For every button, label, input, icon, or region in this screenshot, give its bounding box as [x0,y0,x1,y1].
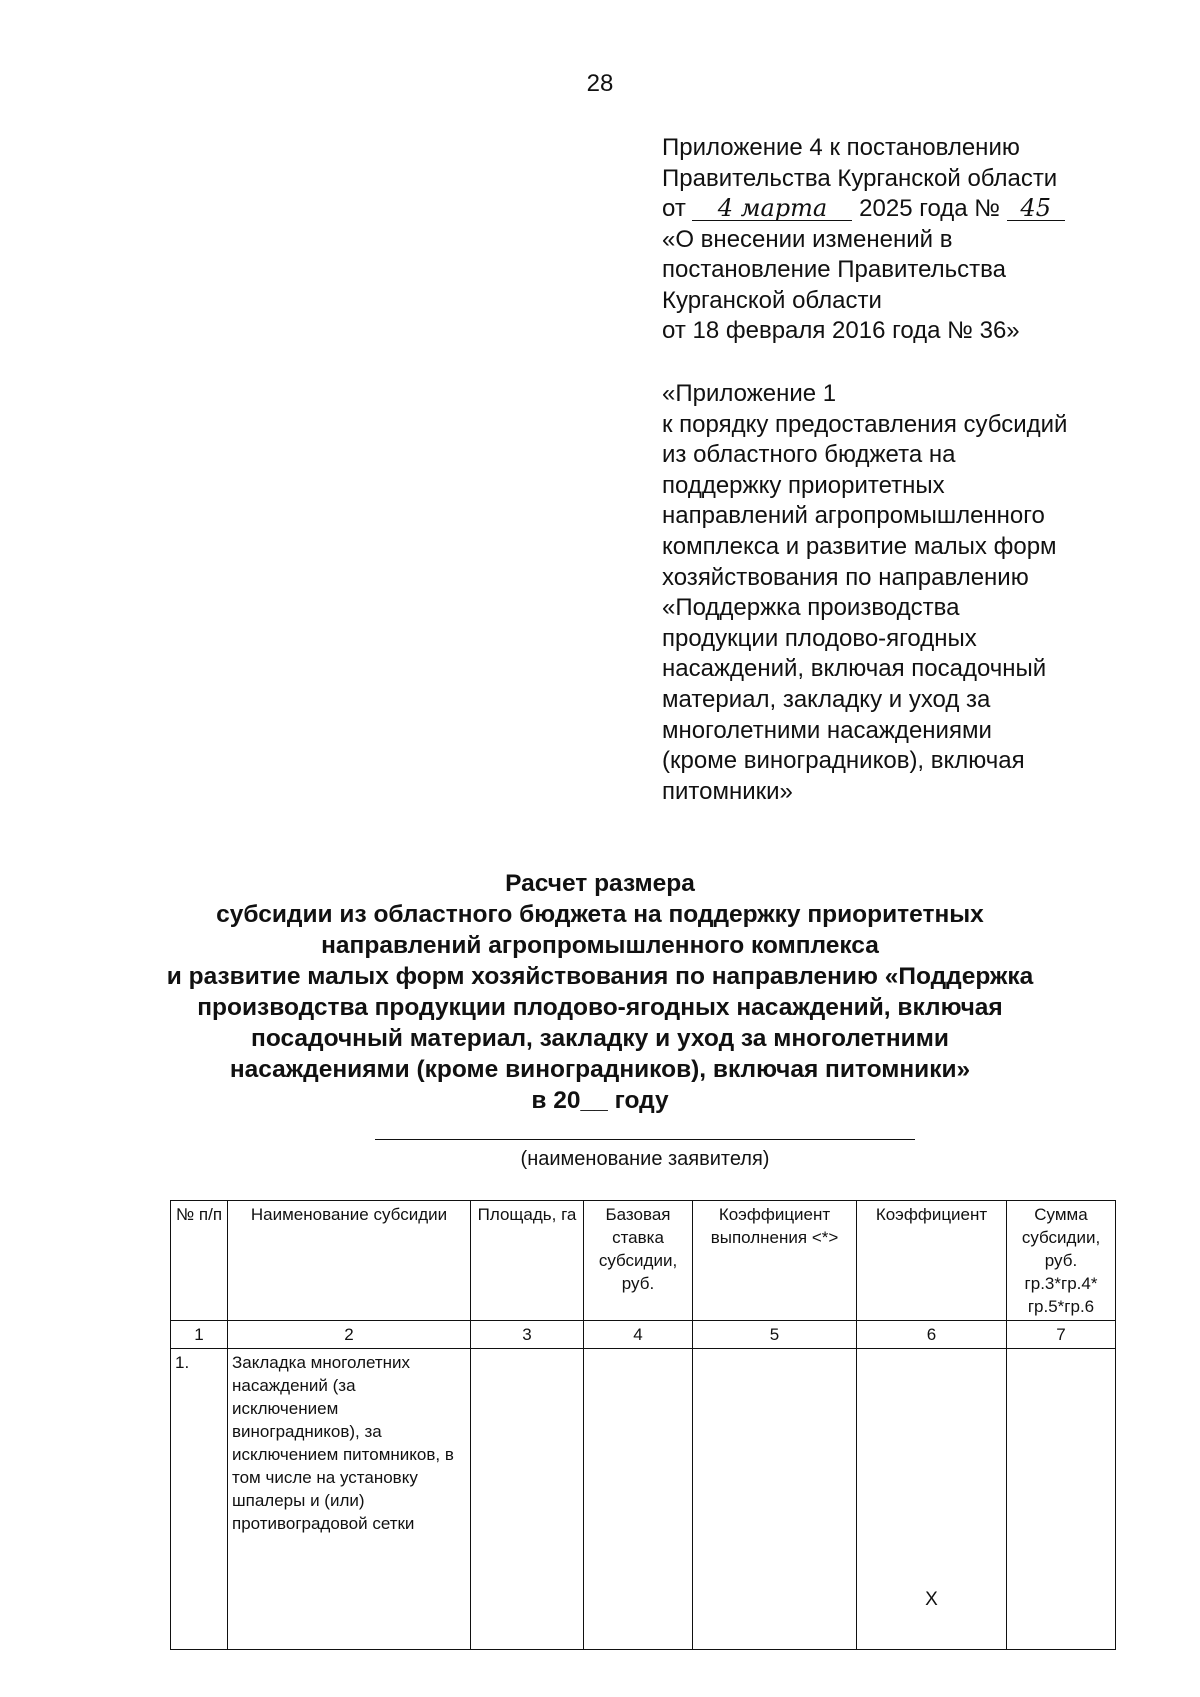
column-number-cell: 7 [1007,1321,1116,1349]
appendix-ref-line: к порядку предоставления субсидий [662,410,1068,438]
appendix-ref-line: материал, закладку и уход за [662,685,991,713]
header-cell: Коэффициент [857,1201,1007,1321]
title-line: посадочный материал, закладку и уход за многолетними [251,1025,949,1052]
appendix-line: Приложение 4 к постановлению [662,134,1020,161]
appendix-ref-line: продукции плодово-ягодных [662,624,977,652]
execution-coefficient-cell [693,1349,857,1650]
appendix-reference [662,379,1132,807]
appendix-line: «О внесении изменений в [662,225,953,253]
subsidy-calculation-table [170,1200,1116,1650]
title-line: в 20__ году [531,1087,669,1114]
handwritten-date: 4 марта [692,196,852,221]
appendix-line: от 18 февраля 2016 года № 36» [662,317,1020,344]
header-cell: Сумма субсидии, руб. гр.3*гр.4* гр.5*гр.6 [1007,1201,1116,1321]
appendix-ref-line: из областного бюджета на [662,441,956,469]
column-number-cell: 6 [857,1321,1007,1349]
appendix-ref-line: «Поддержка производства [662,594,960,622]
appendix-line: постановление Правительства [662,256,1006,283]
appendix-ref-line: питомники» [662,777,793,805]
column-number-cell: 4 [584,1321,693,1349]
header-cell: Наименование субсидии [228,1201,471,1321]
appendix-ref-line: комплекса и развитие малых форм [662,532,1057,560]
page-number: 28 [586,70,614,97]
area-cell [471,1349,584,1650]
coefficient-cell: X [857,1349,1007,1650]
title-line: направлений агропромышленного комплекса [321,932,879,959]
column-number-cell: 1 [171,1321,228,1349]
title-line: Расчет размера [505,870,695,897]
title-line: насаждениями (кроме виноградников), включая питомники» [229,1056,971,1083]
appendix-ref-line: многолетними насаждениями [662,716,992,744]
row-number-cell: 1. [171,1349,228,1650]
appendix-ref-line: хозяйствования по направлению [662,563,1029,591]
header-cell: Площадь, га [471,1201,584,1321]
title-line: субсидии из областного бюджета на поддержку приоритетных [216,901,984,928]
header-cell: № п/п [171,1201,228,1321]
column-number-row [171,1321,1116,1349]
appendix-header [662,133,1132,347]
subsidy-sum-cell [1007,1349,1116,1650]
applicant-name-line [375,1139,915,1140]
title-line: и развитие малых форм хозяйствования по направлению «Поддержка [166,963,1034,990]
header-cell: Коэффициент выполнения <*> [693,1201,857,1321]
appendix-ref-line: «Приложение 1 [662,380,837,407]
subsidy-name-cell: Закладка многолетних насаждений (за исключением виноградников), за исключением питомников, в том числе на установку шпалеры и (или) противоградовой сетки [228,1349,471,1650]
title-line: производства продукции плодово-ягодных насаждений, включая [197,994,1003,1021]
date-year: 2025 года № [859,195,1001,222]
table-row [171,1349,1116,1650]
appendix-date-line [662,194,1132,225]
appendix-ref-line: направлений агропромышленного [662,502,1045,530]
column-number-cell: 5 [693,1321,857,1349]
applicant-caption: (наименование заявителя) [520,1148,770,1170]
column-number-cell: 3 [471,1321,584,1349]
date-prefix: от [662,195,686,222]
handwritten-number: 45 [1007,196,1065,221]
appendix-line: Курганской области [662,286,882,314]
appendix-line: Правительства Курганской области [662,164,1058,192]
base-rate-cell [584,1349,693,1650]
appendix-ref-line: насаждений, включая посадочный [662,655,1047,683]
header-cell: Базовая ставка субсидии, руб. [584,1201,693,1321]
column-number-cell: 2 [228,1321,471,1349]
appendix-ref-line: (кроме виноградников), включая [662,747,1025,775]
table-header-row [171,1201,1116,1321]
appendix-ref-line: поддержку приоритетных [662,471,945,499]
document-title [100,868,1100,1116]
